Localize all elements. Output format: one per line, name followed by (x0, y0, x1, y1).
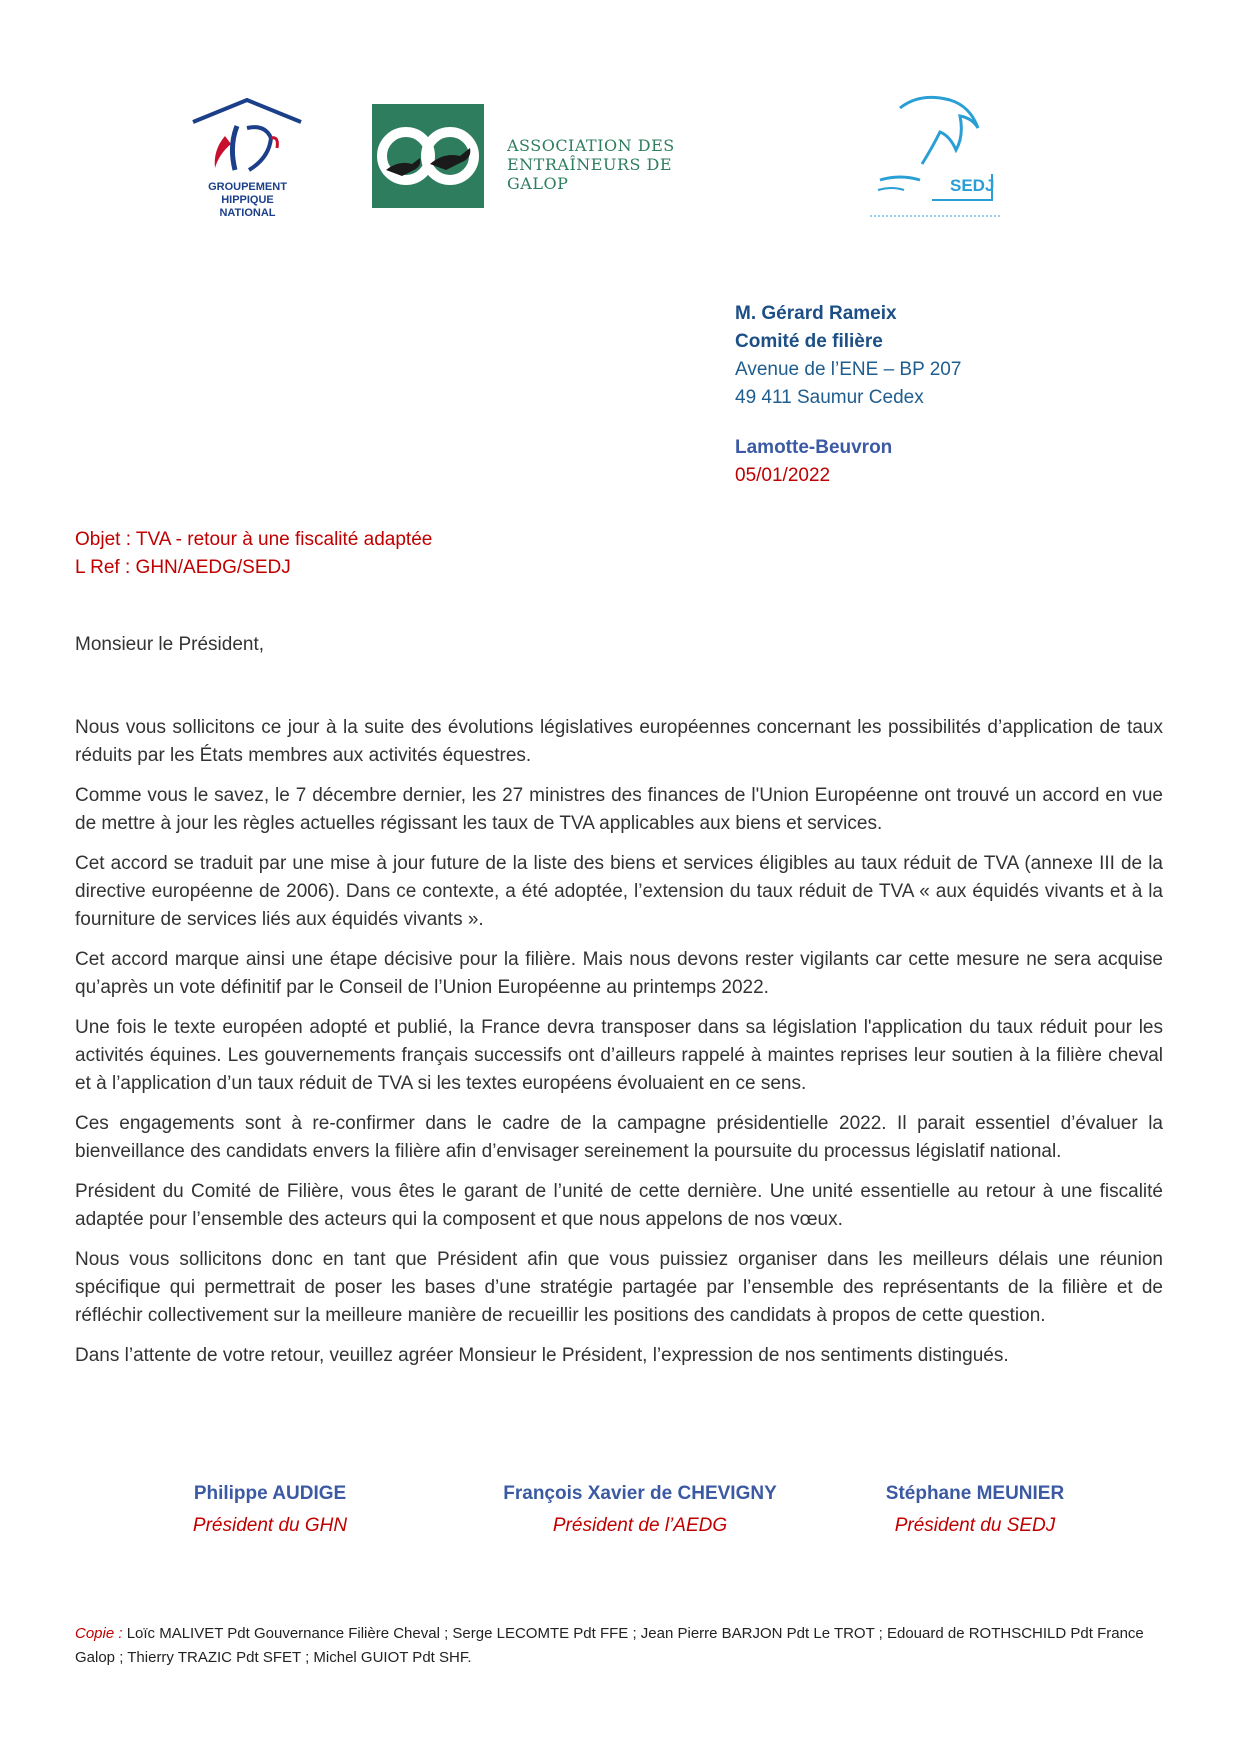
signatory-name: François Xavier de CHEVIGNY (503, 1483, 777, 1504)
recipient-name: M. Gérard Rameix (735, 303, 897, 324)
copy-recipients: Loïc MALIVET Pdt Gouvernance Filière Cheval ; Serge LECOMTE Pdt FFE ; Jean Pierre BARJON Pdt Le TROT ; Edouard de ROTHSCHILD Pdt France Galop ; Thierry TRAZIC Pdt SFET ; Michel GUIOT Pdt SHF. (75, 1625, 1144, 1666)
paragraph: Comme vous le savez, le 7 décembre dernier, les 27 ministres des finances de l'Union Européenne ont trouvé un accord en vue de mettre à jour les règles actuelles régissant les taux de TVA applicables aux biens et services. (75, 785, 1163, 834)
signature-sedj (805, 1478, 1145, 1542)
aedg-emblem (372, 104, 484, 208)
signatory-name: Philippe AUDIGE (193, 1483, 347, 1504)
signatory-role: Président de l’AEDG (552, 1515, 728, 1536)
subject-line: Objet : TVA - retour à une fiscalité adaptée (75, 529, 433, 550)
ghn-line-3: NATIONAL (219, 207, 276, 219)
copy-list (75, 1622, 1165, 1670)
place-date (735, 434, 892, 490)
sedj-name: SEDJ (950, 176, 995, 195)
signatory-name: Stéphane MEUNIER (885, 1483, 1065, 1504)
paragraph: Président du Comité de Filière, vous êtes le garant de l’unité de cette dernière. Une unité essentielle au retour à une fiscalité adaptée pour l’ensemble des acteurs qui la composent et que nous appelons de nos vœux. (75, 1181, 1163, 1230)
aedg-logo (372, 104, 730, 208)
aedg-line-2: ENTRAÎNEURS DE GALOP (507, 155, 673, 193)
recipient-city: 49 411 Saumur Cedex (735, 387, 924, 408)
paragraph: Ces engagements sont à re-confirmer dans le cadre de la campagne présidentielle 2022. Il parait essentiel d’évaluer la bienveillance des candidats envers la filière afin d’envisager sereinement la poursuite du processus législatif national. (75, 1113, 1163, 1162)
sedj-logo (860, 88, 1010, 223)
copy-label: Copie : (75, 1625, 123, 1642)
paragraph: Nous vous sollicitons donc en tant que Président afin que vous puissiez organiser dans les meilleurs délais une réunion spécifique qui permettrait de poser les bases d’une stratégie partagée par l’ensemble des représentants de la filière et de réfléchir collectivement sur la meilleure manière de recueillir les positions des candidats à propos de cette question. (75, 1249, 1163, 1326)
recipient-org: Comité de filière (735, 331, 883, 352)
recipient-address (735, 300, 1195, 412)
letter-body (75, 714, 1163, 1382)
signature-aedg (470, 1478, 810, 1542)
ghn-line-2: HIPPIQUE (221, 194, 274, 206)
paragraph: Une fois le texte européen adopté et publié, la France devra transposer dans sa législation l'application du taux réduit pour les activités équines. Les gouvernements français successifs ont d’ailleurs rappelé à maintes reprises leur soutien à la filière cheval et à l’application d’un taux réduit de TVA si les textes européens évoluaient en ce sens. (75, 1017, 1163, 1094)
paragraph: Nous vous sollicitons ce jour à la suite des évolutions législatives européennes concernant les possibilités d’application de taux réduits par les États membres aux activités équestres. (75, 717, 1163, 766)
ghn-logo (185, 98, 310, 218)
signature-ghn (100, 1478, 440, 1542)
paragraph: Cet accord se traduit par une mise à jour future de la liste des biens et services éligibles au taux réduit de TVA (annexe III de la directive européenne de 2006). Dans ce contexte, a été adoptée, l’extension du taux réduit de TVA « aux équidés vivants et à la fourniture de services liés aux équidés vivants ». (75, 853, 1163, 930)
subject-block (75, 526, 432, 582)
date: 05/01/2022 (735, 465, 831, 486)
salutation: Monsieur le Président, (75, 634, 265, 655)
horse-jump-icon (860, 88, 1010, 223)
reference-line: L Ref : GHN/AEDG/SEDJ (75, 557, 291, 578)
paragraph: Dans l’attente de votre retour, veuillez agréer Monsieur le Président, l’expression de nos sentiments distingués. (75, 1345, 1009, 1366)
recipient-street: Avenue de l’ENE – BP 207 (735, 359, 962, 380)
aedg-line-1: ASSOCIATION DES (507, 136, 675, 155)
ghn-line-1: GROUPEMENT (208, 181, 287, 193)
signatory-role: Président du SEDJ (894, 1515, 1056, 1536)
ghn-emblem-icon (185, 98, 310, 176)
signatory-role: Président du GHN (192, 1515, 348, 1536)
paragraph: Cet accord marque ainsi une étape décisive pour la filière. Mais nous devons rester vigilants car cette mesure ne sera acquise qu’après un vote définitif par le Conseil de l’Union Européenne au printemps 2022. (75, 949, 1163, 998)
place: Lamotte-Beuvron (735, 437, 893, 458)
horses-icon (372, 104, 484, 208)
